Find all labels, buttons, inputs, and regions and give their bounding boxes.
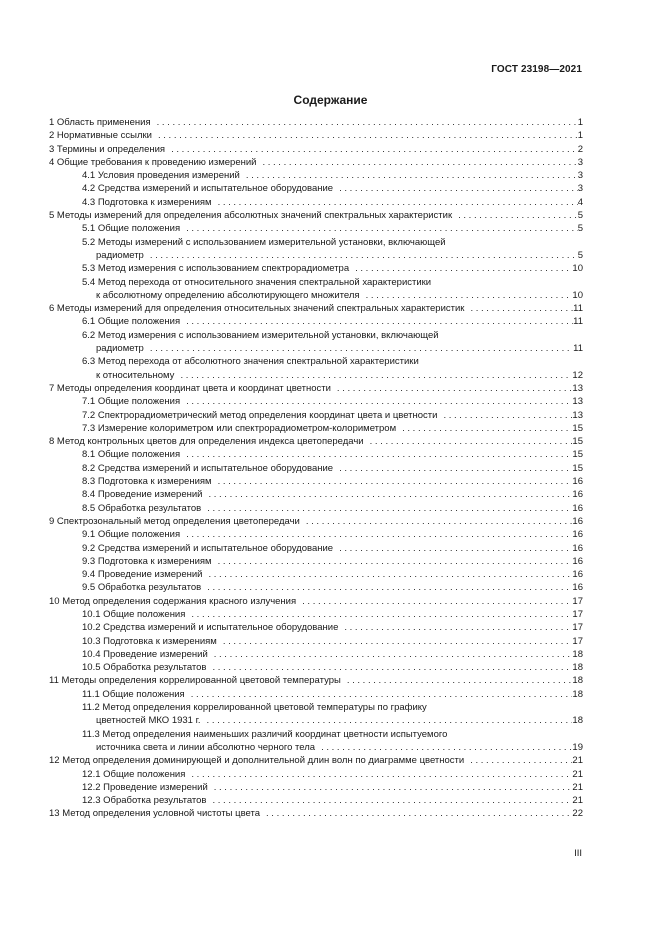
toc-entry-page: 17 bbox=[572, 622, 583, 634]
toc-entry-title: 9 Спектрозональный метод определения цветопередачи bbox=[49, 515, 300, 527]
toc-entry-title: 6.1 Общие положения bbox=[82, 316, 181, 328]
dot-leader bbox=[212, 196, 578, 209]
toc-entry-page: 4 bbox=[577, 196, 583, 208]
dot-leader bbox=[144, 249, 578, 262]
toc-entry[interactable] bbox=[49, 302, 583, 315]
toc-entry-page: 16 bbox=[572, 502, 583, 514]
page-number: III bbox=[574, 848, 582, 859]
toc-entry-page: 13 bbox=[572, 409, 583, 421]
toc-entry-page: 16 bbox=[572, 476, 583, 488]
toc-entry[interactable] bbox=[49, 608, 583, 621]
toc-entry-title: 8.1 Общие положения bbox=[82, 449, 181, 461]
toc-entry[interactable] bbox=[49, 648, 583, 661]
toc-entry-page: 5 bbox=[577, 249, 583, 261]
dot-leader bbox=[151, 116, 578, 129]
dot-leader bbox=[364, 435, 573, 448]
dot-leader bbox=[315, 741, 572, 754]
dot-leader bbox=[341, 674, 573, 687]
toc-entry-page: 10 bbox=[572, 263, 583, 275]
dot-leader bbox=[185, 608, 572, 621]
toc-entry-title: 12.2 Проведение измерений bbox=[82, 781, 208, 793]
toc-entry[interactable] bbox=[49, 209, 583, 222]
toc-entry-page: 17 bbox=[572, 635, 583, 647]
toc-entry[interactable] bbox=[49, 794, 583, 807]
toc-entry-page: 16 bbox=[572, 582, 583, 594]
toc-entry[interactable] bbox=[49, 488, 583, 501]
toc-entry-title: радиометр bbox=[96, 249, 144, 261]
toc-entry-title: 5 Методы измерений для определения абсолютных значений спектральных характеристик bbox=[49, 210, 453, 222]
toc-entry[interactable] bbox=[49, 276, 583, 303]
toc-entry[interactable] bbox=[49, 701, 583, 728]
toc-entry-title-line: 6.3 Метод перехода от абсолютного значения спектральной характеристики bbox=[82, 356, 419, 368]
toc-entry[interactable] bbox=[49, 807, 583, 820]
toc-entry-page: 16 bbox=[572, 555, 583, 567]
toc-entry[interactable] bbox=[49, 435, 583, 448]
table-of-contents bbox=[49, 116, 583, 821]
dot-leader bbox=[180, 395, 572, 408]
dot-leader bbox=[260, 807, 572, 820]
toc-entry[interactable] bbox=[49, 568, 583, 581]
dot-leader bbox=[201, 581, 572, 594]
toc-entry-title: 8.2 Средства измерений и испытательное оборудование bbox=[82, 462, 334, 474]
toc-entry-page: 18 bbox=[572, 662, 583, 674]
toc-entry-title: 12 Метод определения доминирующей и дополнительной длин волн по диаграмме цветности bbox=[49, 755, 465, 767]
dot-leader bbox=[452, 209, 578, 222]
toc-entry-title: 10.1 Общие положения bbox=[82, 608, 186, 620]
toc-entry[interactable] bbox=[49, 382, 583, 395]
toc-entry-page: 11 bbox=[573, 303, 583, 315]
toc-entry-title: к относительному bbox=[96, 369, 175, 381]
toc-entry-page: 18 bbox=[572, 715, 583, 727]
toc-entry-title-line: 5.2 Методы измерений с использованием измерительной установки, включающей bbox=[82, 236, 446, 248]
toc-entry-title: 13 Метод определения условной чистоты цвета bbox=[49, 808, 261, 820]
toc-entry-title: 10.2 Средства измерений и испытательное оборудование bbox=[82, 622, 339, 634]
toc-entry-title: 8.4 Проведение измерений bbox=[82, 489, 203, 501]
toc-entry-page: 18 bbox=[572, 688, 583, 700]
toc-entry-page: 11 bbox=[573, 316, 583, 328]
toc-entry[interactable] bbox=[49, 728, 583, 755]
dot-leader bbox=[360, 289, 573, 302]
toc-entry-page: 10 bbox=[572, 289, 583, 301]
toc-entry-title-line: 5.4 Метод перехода от относительного значения спектральной характеристики bbox=[82, 276, 432, 288]
toc-entry-page: 15 bbox=[572, 462, 583, 474]
toc-entry-page: 21 bbox=[572, 795, 583, 807]
dot-leader bbox=[256, 156, 577, 169]
toc-entry-title: 7.1 Общие положения bbox=[82, 396, 181, 408]
toc-entry-page: 16 bbox=[572, 515, 583, 527]
toc-entry-title: 10.4 Проведение измерений bbox=[82, 648, 208, 660]
toc-entry-title: 4.2 Средства измерений и испытательное оборудование bbox=[82, 183, 334, 195]
toc-entry-page: 5 bbox=[577, 210, 583, 222]
toc-entry-page: 16 bbox=[572, 489, 583, 501]
dot-leader bbox=[217, 635, 573, 648]
dot-leader bbox=[185, 688, 573, 701]
dot-leader bbox=[206, 794, 572, 807]
toc-entry[interactable] bbox=[49, 116, 583, 129]
dot-leader bbox=[212, 475, 573, 488]
toc-entry[interactable] bbox=[49, 581, 583, 594]
dot-leader bbox=[396, 422, 572, 435]
toc-entry-title: 9.3 Подготовка к измерениям bbox=[82, 555, 212, 567]
toc-entry[interactable] bbox=[49, 329, 583, 356]
toc-entry-page: 21 bbox=[572, 755, 583, 767]
toc-entry-title: 9.1 Общие положения bbox=[82, 529, 181, 541]
toc-entry-title-line: 11.3 Метод определения наименьших различий координат цветности испытуемого bbox=[82, 728, 448, 740]
toc-entry-page: 11 bbox=[573, 343, 583, 355]
toc-entry[interactable] bbox=[49, 754, 583, 767]
toc-entry[interactable] bbox=[49, 395, 583, 408]
toc-entry-page: 18 bbox=[572, 648, 583, 660]
toc-entry-title: 10 Метод определения содержания красного излучения bbox=[49, 595, 297, 607]
toc-entry-title: 7.2 Спектрорадиометрический метод определения координат цвета и цветности bbox=[82, 409, 438, 421]
dot-leader bbox=[180, 222, 578, 235]
dot-leader bbox=[338, 621, 572, 634]
toc-entry[interactable] bbox=[49, 661, 583, 674]
toc-entry[interactable] bbox=[49, 409, 583, 422]
dot-leader bbox=[333, 462, 572, 475]
dot-leader bbox=[152, 129, 578, 142]
dot-leader bbox=[331, 382, 573, 395]
toc-entry-page: 17 bbox=[572, 608, 583, 620]
toc-entry-page: 15 bbox=[572, 422, 583, 434]
toc-entry[interactable] bbox=[49, 129, 583, 142]
toc-entry[interactable] bbox=[49, 355, 583, 382]
toc-entry-page: 5 bbox=[577, 223, 583, 235]
page-title: Содержание bbox=[293, 93, 368, 107]
toc-entry[interactable] bbox=[49, 542, 583, 555]
toc-entry-title: 7 Методы определения координат цвета и координат цветности bbox=[49, 382, 331, 394]
dot-leader bbox=[333, 542, 572, 555]
dot-leader bbox=[144, 342, 573, 355]
toc-entry-page: 3 bbox=[577, 170, 583, 182]
toc-entry-title: 8.3 Подготовка к измерениям bbox=[82, 476, 212, 488]
document-standard-number: ГОСТ 23198—2021 bbox=[491, 64, 582, 75]
toc-entry-title: 4.1 Условия проведения измерений bbox=[82, 170, 240, 182]
dot-leader bbox=[349, 262, 572, 275]
dot-leader bbox=[202, 488, 572, 501]
toc-entry[interactable] bbox=[49, 781, 583, 794]
toc-entry-title: 4.3 Подготовка к измерениям bbox=[82, 196, 212, 208]
toc-entry-page: 15 bbox=[572, 449, 583, 461]
dot-leader bbox=[180, 448, 572, 461]
toc-entry-page: 2 bbox=[577, 143, 583, 155]
toc-entry[interactable] bbox=[49, 315, 583, 328]
toc-entry[interactable] bbox=[49, 462, 583, 475]
toc-entry-title: 5.3 Метод измерения с использованием спектрорадиометра bbox=[82, 263, 350, 275]
toc-entry-page: 17 bbox=[572, 595, 583, 607]
dot-leader bbox=[202, 568, 572, 581]
dot-leader bbox=[464, 302, 573, 315]
toc-entry-page: 19 bbox=[572, 741, 583, 753]
dot-leader bbox=[180, 315, 573, 328]
dot-leader bbox=[208, 648, 573, 661]
toc-entry[interactable] bbox=[49, 595, 583, 608]
toc-entry-title: источника света и линии абсолютно черного тела bbox=[96, 741, 316, 753]
dot-leader bbox=[180, 528, 572, 541]
dot-leader bbox=[201, 714, 573, 727]
toc-entry-title: 7.3 Измерение колориметром или спектрорадиометром-колориметром bbox=[82, 422, 397, 434]
toc-entry[interactable] bbox=[49, 528, 583, 541]
toc-entry-title: к абсолютному определению абсолютирующего множителя bbox=[96, 289, 360, 301]
dot-leader bbox=[212, 555, 573, 568]
toc-entry[interactable] bbox=[49, 475, 583, 488]
toc-entry-title: радиометр bbox=[96, 343, 144, 355]
dot-leader bbox=[437, 409, 572, 422]
toc-entry-title: 5.1 Общие положения bbox=[82, 223, 181, 235]
toc-entry[interactable] bbox=[49, 515, 583, 528]
toc-entry[interactable] bbox=[49, 169, 583, 182]
toc-entry-page: 3 bbox=[577, 156, 583, 168]
dot-leader bbox=[165, 143, 578, 156]
toc-entry-page: 21 bbox=[572, 768, 583, 780]
dot-leader bbox=[240, 169, 578, 182]
toc-entry[interactable] bbox=[49, 768, 583, 781]
toc-entry-page: 22 bbox=[572, 808, 583, 820]
toc-entry-page: 21 bbox=[572, 781, 583, 793]
toc-entry-title: 10.5 Обработка результатов bbox=[82, 662, 207, 674]
toc-entry[interactable] bbox=[49, 236, 583, 263]
dot-leader bbox=[185, 768, 572, 781]
toc-entry[interactable] bbox=[49, 621, 583, 634]
toc-entry-page: 13 bbox=[572, 382, 583, 394]
toc-entry-title: 12.3 Обработка результатов bbox=[82, 795, 207, 807]
dot-leader bbox=[333, 182, 578, 195]
toc-entry[interactable] bbox=[49, 502, 583, 515]
toc-entry-title: 1 Область применения bbox=[49, 117, 151, 128]
toc-entry[interactable] bbox=[49, 182, 583, 195]
toc-entry-title: 10.3 Подготовка к измерениям bbox=[82, 635, 217, 647]
toc-entry[interactable] bbox=[49, 262, 583, 275]
toc-entry-title: цветностей МКО 1931 г. bbox=[96, 715, 201, 727]
dot-leader bbox=[296, 595, 572, 608]
toc-entry-title: 2 Нормативные ссылки bbox=[49, 130, 152, 142]
toc-entry-page: 16 bbox=[572, 569, 583, 581]
toc-entry-title: 8 Метод контрольных цветов для определения индекса цветопередачи bbox=[49, 436, 364, 448]
toc-entry-page: 16 bbox=[572, 529, 583, 541]
toc-entry-title: 8.5 Обработка результатов bbox=[82, 502, 202, 514]
toc-entry[interactable] bbox=[49, 222, 583, 235]
toc-entry-title: 9.4 Проведение измерений bbox=[82, 569, 203, 581]
toc-entry-page: 15 bbox=[572, 436, 583, 448]
toc-entry[interactable] bbox=[49, 674, 583, 687]
toc-entry-title: 11.1 Общие положения bbox=[82, 688, 185, 700]
dot-leader bbox=[201, 502, 572, 515]
toc-entry-page: 18 bbox=[572, 675, 583, 687]
toc-entry-page: 1 bbox=[577, 130, 583, 142]
toc-entry-page: 13 bbox=[572, 396, 583, 408]
toc-entry-title: 9.2 Средства измерений и испытательное оборудование bbox=[82, 542, 334, 554]
toc-entry[interactable] bbox=[49, 555, 583, 568]
toc-entry[interactable] bbox=[49, 422, 583, 435]
dot-leader bbox=[174, 369, 572, 382]
dot-leader bbox=[300, 515, 573, 528]
toc-entry[interactable] bbox=[49, 196, 583, 209]
toc-entry[interactable] bbox=[49, 635, 583, 648]
toc-entry[interactable] bbox=[49, 448, 583, 461]
dot-leader bbox=[464, 754, 572, 767]
toc-entry-page: 1 bbox=[577, 117, 583, 128]
toc-entry[interactable] bbox=[49, 688, 583, 701]
toc-entry-title: 9.5 Обработка результатов bbox=[82, 582, 202, 594]
toc-entry-page: 12 bbox=[572, 369, 583, 381]
toc-entry-title-line: 11.2 Метод определения коррелированной цветовой температуры по графику bbox=[82, 702, 427, 714]
toc-entry-page: 16 bbox=[572, 542, 583, 554]
toc-entry-title: 3 Термины и определения bbox=[49, 143, 166, 155]
toc-entry-title-line: 6.2 Метод измерения с использованием измерительной установки, включающей bbox=[82, 329, 439, 341]
toc-entry-title: 4 Общие требования к проведению измерений bbox=[49, 156, 257, 168]
toc-entry-title: 6 Методы измерений для определения относительных значений спектральных характеристик bbox=[49, 303, 465, 315]
toc-entry-page: 3 bbox=[577, 183, 583, 195]
dot-leader bbox=[206, 661, 572, 674]
toc-entry[interactable] bbox=[49, 156, 583, 169]
toc-entry[interactable] bbox=[49, 143, 583, 156]
toc-entry-title: 12.1 Общие положения bbox=[82, 768, 186, 780]
toc-entry-title: 11 Методы определения коррелированной цветовой температуры bbox=[49, 675, 341, 687]
dot-leader bbox=[208, 781, 573, 794]
